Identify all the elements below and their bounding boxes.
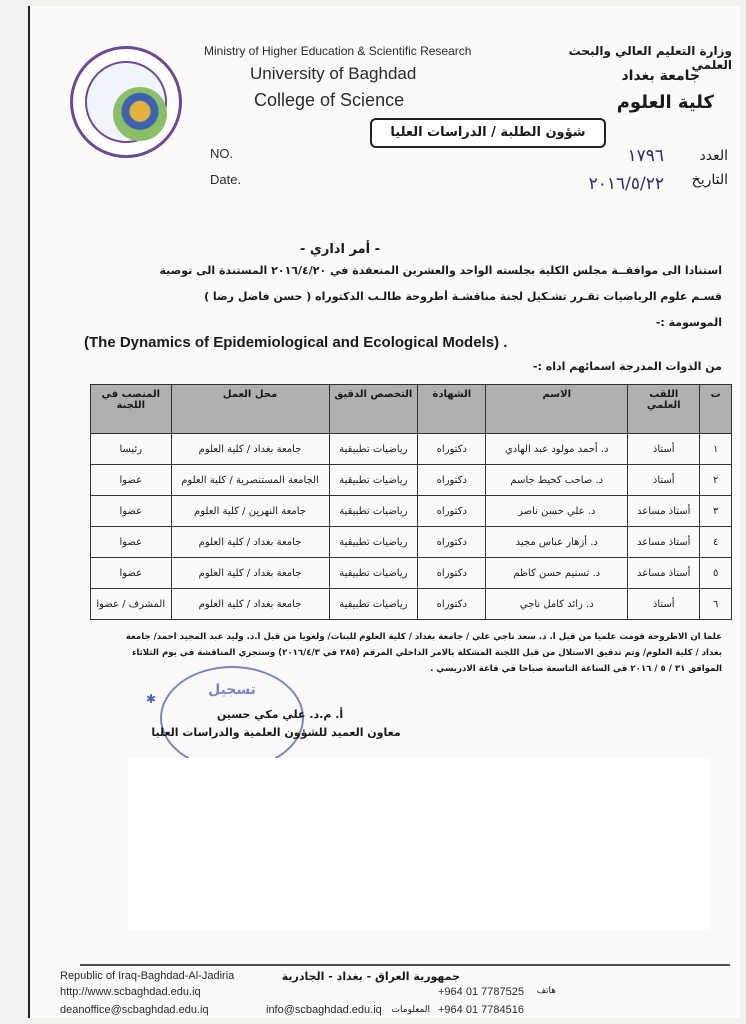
cell-degree: دكتوراه (418, 558, 486, 589)
university-seal-logo (70, 46, 182, 158)
order-paragraph-line1: استنادا الى موافقــة مجلس الكلية بجلسته الواحد والعشرين المنعقدة في ٢٠١٦/٤/٢٠ المستندة الى توصية (159, 264, 722, 277)
col-workplace: محل العمل (171, 385, 329, 434)
cell-seq: ٤ (700, 527, 732, 558)
members-intro: من الذوات المدرجة اسمائهم اداه :- (532, 360, 722, 373)
redacted-area (128, 758, 710, 930)
table-row (91, 434, 732, 465)
order-paragraph-line3: الموسومة :- (655, 316, 722, 329)
table-header-row (91, 385, 732, 434)
university-ar: جامعة بغداد (621, 68, 700, 84)
order-paragraph-line2: قسـم علوم الرياضيات تقـرر تشـكيل لجنة مناقشـة أطروحة طالـب الدكتوراه ( حسن فاضل رضا ) (204, 290, 722, 303)
cell-rank: أستاذ مساعد (628, 527, 700, 558)
cell-degree: دكتوراه (418, 527, 486, 558)
college-en: College of Science (254, 90, 405, 110)
cell-position: عضوا (91, 527, 172, 558)
cell-seq: ٣ (700, 496, 732, 527)
stamp-label: تسجيل (208, 682, 256, 698)
footer-dean-email: deanoffice@scbaghdad.edu.iq (60, 1004, 209, 1016)
table-row (91, 558, 732, 589)
table-row (91, 589, 732, 620)
cell-seq: ٢ (700, 465, 732, 496)
table-row (91, 496, 732, 527)
no-label: NO. (210, 146, 234, 161)
cell-seq: ٦ (700, 589, 732, 620)
cell-workplace: جامعة بغداد / كلية العلوم (171, 558, 329, 589)
note-line2: بغداد / كلية العلوم/ وتم تدقيق الاستلال من قبل اللجنة المشكلة بالامر الداخلي المرقم (٢٨٥ في ٢٠١٦/٤/٣) وستجري المناقشة في يوم الثلاثاء (131, 648, 722, 658)
col-rank: اللقب العلمي (628, 385, 700, 434)
footer-info-email: info@scbaghdad.edu.iq (266, 1004, 382, 1016)
footer-info-label: المعلومات (391, 1005, 430, 1015)
cell-degree: دكتوراه (418, 496, 486, 527)
col-position: المنصب في اللجنة (91, 385, 172, 434)
cell-name: د. أزهار عباس مجيد (486, 527, 628, 558)
cell-specialty: رياضيات تطبيقية (329, 589, 418, 620)
cell-workplace: جامعة النهرين / كلية العلوم (171, 496, 329, 527)
department-label: شؤون الطلبة / الدراسات العليا (390, 125, 586, 140)
cell-name: د. علي حسن ناصر (486, 496, 628, 527)
footer-address-en: Republic of Iraq-Baghdad-Al-Jadiria (60, 970, 235, 982)
footer-phone-label: هاتف (536, 986, 556, 996)
order-title: - أمر اداري - (300, 242, 380, 257)
cell-specialty: رياضيات تطبيقية (329, 465, 418, 496)
department-box (370, 118, 606, 148)
cell-workplace: جامعة بغداد / كلية العلوم (171, 527, 329, 558)
cell-seq: ٥ (700, 558, 732, 589)
cell-degree: دكتوراه (418, 465, 486, 496)
table-row (91, 465, 732, 496)
number-label-ar: العدد (699, 148, 728, 164)
note-line3: الموافق ٣١ / ٥ / ٢٠١٦ في الساعة التاسعة صباحا في قاعة الادريسي . (430, 664, 722, 674)
university-en: University of Baghdad (250, 64, 417, 83)
ministry-ar: وزارة التعليم العالي والبحث العلمي (568, 44, 732, 72)
footer-phone1: +964 01 7787525 (438, 986, 524, 998)
cell-workplace: الجامعة المستنصرية / كلية العلوم (171, 465, 329, 496)
cell-degree: دكتوراه (418, 589, 486, 620)
cell-degree: دكتوراه (418, 434, 486, 465)
col-seq: ت (700, 385, 732, 434)
cell-rank: أستاذ (628, 465, 700, 496)
college-ar: كلية العلوم (616, 92, 714, 113)
cell-name: د. رائد كامل ناجي (486, 589, 628, 620)
footer-website: http://www.scbaghdad.edu.iq (60, 986, 201, 998)
ministry-en: Ministry of Higher Education & Scientific Research (204, 44, 472, 58)
note-line1: علما ان الاطروحة قومت علميا من قبل أ. د. سعد ناجي علي / جامعة بغداد / كلية العلوم للبنات/ ولغويا من قبل أ.د. وليد عبد المجيد أحمد/ جامعة (125, 632, 722, 642)
cell-workplace: جامعة بغداد / كلية العلوم (171, 434, 329, 465)
cell-position: عضوا (91, 558, 172, 589)
thesis-title: (The Dynamics of Epidemiological and Ecological Models) . (84, 334, 508, 351)
date-label: Date. (210, 172, 242, 187)
footer-phone2: +964 01 7784516 (438, 1004, 524, 1016)
col-specialty: التخصص الدقيق (329, 385, 418, 434)
cell-name: د. أحمد مولود عبد الهادي (486, 434, 628, 465)
signatory-title: معاون العميد للشؤون العلمية والدراسات العليا (151, 726, 401, 739)
star-icon: ✱ (146, 692, 157, 706)
table-row (91, 527, 732, 558)
col-degree: الشهادة (418, 385, 486, 434)
footer-address-ar: جمهورية العراق - بغداد - الجادرية (281, 970, 460, 983)
cell-specialty: رياضيات تطبيقية (329, 434, 418, 465)
committee-table (90, 384, 732, 620)
cell-rank: أستاذ مساعد (628, 496, 700, 527)
cell-rank: أستاذ (628, 589, 700, 620)
cell-name: د. تسنيم حسن كاظم (486, 558, 628, 589)
col-name: الاسم (486, 385, 628, 434)
cell-position: عضوا (91, 496, 172, 527)
cell-specialty: رياضيات تطبيقية (329, 558, 418, 589)
cell-specialty: رياضيات تطبيقية (329, 496, 418, 527)
document-page (28, 6, 740, 1018)
cell-position: المشرف / عضوا (91, 589, 172, 620)
date-value: ٢٠١٦/٥/٢٢ (588, 174, 664, 194)
cell-name: د. صاحب كحيط جاسم (486, 465, 628, 496)
cell-seq: ١ (700, 434, 732, 465)
date-label-ar: التاريخ (691, 172, 728, 188)
cell-rank: أستاذ مساعد (628, 558, 700, 589)
cell-workplace: جامعة بغداد / كلية العلوم (171, 589, 329, 620)
footer-divider (80, 964, 730, 966)
number-value: ١٧٩٦ (627, 146, 664, 166)
cell-specialty: رياضيات تطبيقية (329, 527, 418, 558)
cell-rank: أستاذ (628, 434, 700, 465)
cell-position: رئيسا (91, 434, 172, 465)
signatory-name: أ. م.د. علي مكي حسين (216, 708, 344, 721)
cell-position: عضوا (91, 465, 172, 496)
